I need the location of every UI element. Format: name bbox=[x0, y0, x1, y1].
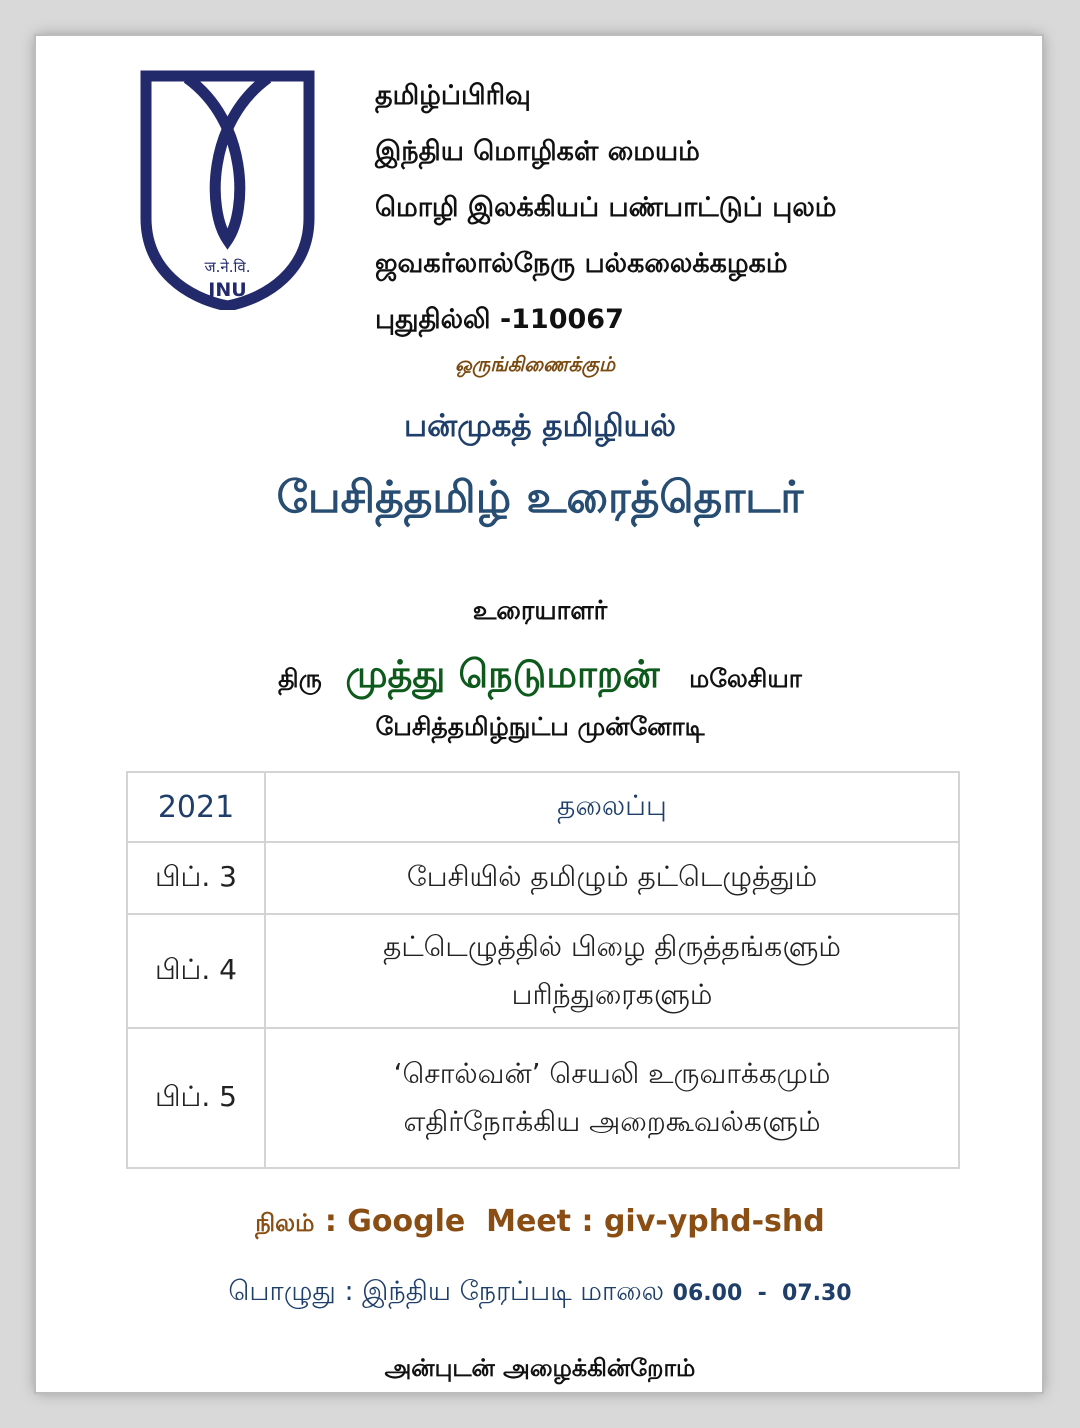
header-topic: தலைப்பு bbox=[265, 772, 959, 842]
speaker-label: உரையாளர் bbox=[472, 596, 608, 626]
topic-line: எதிர்நோக்கிய அறைகூவல்களும் bbox=[403, 1105, 821, 1138]
address-line: ஜவகர்லால்நேரு பல்கலைக்கழகம் bbox=[375, 248, 788, 279]
speaker-line bbox=[0, 652, 1080, 702]
jnu-logo bbox=[140, 70, 315, 310]
time-line bbox=[0, 1276, 1080, 1311]
venue-separator: : bbox=[581, 1204, 604, 1239]
speaker-name: முத்து நெடுமாறன் bbox=[345, 652, 660, 696]
speaker-country: மலேசியா bbox=[689, 664, 802, 693]
logo-english-text: JNU bbox=[208, 279, 247, 301]
time-zone: இந்திய நேரப்படி மாலை bbox=[362, 1276, 665, 1307]
topic-line: பரிந்துரைகளும் bbox=[511, 978, 713, 1011]
series-title: பன்முகத் தமிழியல் bbox=[404, 408, 676, 444]
schedule-table bbox=[126, 771, 960, 1169]
event-title: பேசித்தமிழ் உரைத்தொடர் bbox=[276, 472, 804, 523]
coordinator-label: ஒருங்கிணைக்கும் bbox=[454, 352, 616, 376]
session-date: பிப். 4 bbox=[127, 914, 265, 1028]
header-year: 2021 bbox=[127, 772, 265, 842]
time-separator: : bbox=[344, 1276, 363, 1307]
venue-line bbox=[0, 1204, 1080, 1240]
logo-hindi-text: ज.ने.वि. bbox=[204, 258, 251, 276]
session-topic bbox=[265, 1028, 959, 1168]
time-range: 06.00 - 07.30 bbox=[672, 1281, 852, 1306]
session-date: பிப். 5 bbox=[127, 1028, 265, 1168]
closing-text: அன்புடன் அழைக்கின்றோம் bbox=[384, 1354, 696, 1382]
address-line: புதுதில்லி -110067 bbox=[375, 304, 624, 335]
session-topic bbox=[265, 914, 959, 1028]
topic-line: தட்டெழுத்தில் பிழை திருத்தங்களும் bbox=[383, 930, 841, 963]
time-label: பொழுது bbox=[228, 1276, 336, 1307]
venue-separator: : bbox=[324, 1204, 348, 1239]
table-row bbox=[127, 1028, 959, 1168]
speaker-role: பேசித்தமிழ்நுட்ப முன்னோடி bbox=[375, 712, 705, 741]
table-row bbox=[127, 914, 959, 1028]
table-row bbox=[127, 842, 959, 914]
speaker-honorific: திரு bbox=[278, 664, 322, 693]
session-date: பிப். 3 bbox=[127, 842, 265, 914]
topic-line: ‘சொல்வன்’ செயலி உருவாக்கமும் bbox=[393, 1057, 831, 1090]
address-block bbox=[375, 76, 837, 356]
address-line: இந்திய மொழிகள் மையம் bbox=[375, 136, 700, 167]
topic-line: பேசியில் தமிழும் தட்டெழுத்தும் bbox=[406, 859, 818, 893]
address-line: மொழி இலக்கியப் பண்பாட்டுப் புலம் bbox=[375, 192, 837, 223]
meet-code: giv-yphd-shd bbox=[603, 1204, 825, 1239]
venue-label: நிலம் bbox=[255, 1209, 315, 1237]
venue-platform: Google Meet bbox=[347, 1204, 572, 1239]
session-topic bbox=[265, 842, 959, 914]
address-line: தமிழ்ப்பிரிவு bbox=[375, 80, 531, 111]
table-header-row bbox=[127, 772, 959, 842]
